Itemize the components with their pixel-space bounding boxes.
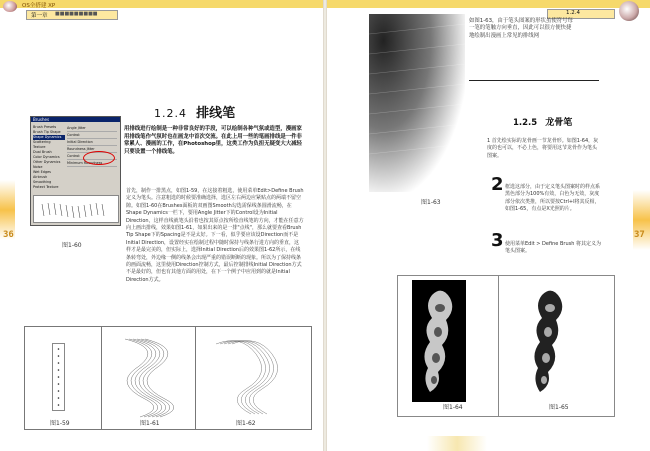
dialog-title: Brushes [31,117,120,122]
caption-fig-1-59: 图1-59 [50,420,70,427]
dialog-option: Shape Dynamics [33,135,65,140]
dialog-option: Airbrush [33,175,48,179]
chapter-sub: ■■■■■■■■■ [55,11,98,17]
intro-paragraph: 用排线进行绘制是一种非常良好的手段，可以绘制各种气氛或造型，漫画家用排线笔作气氛时也在画龙中首次交流。在此上用一些的笔画排线是一件非常累人、漫画的工作，在Photoshop里，这类工作为负担无疑变大大减轻 只要设置一个排线笔。 [124,126,308,155]
dialog-option-list [33,125,65,190]
right-header-logo-icon [619,1,639,21]
dialog-field: Minimum Roundness [67,160,117,167]
right-bottom-strip [427,436,487,451]
dialog-option: Brush Presets [33,125,57,129]
figure-row [24,326,312,430]
dialog-option: Texture [33,145,46,149]
hatch-net-image [369,14,465,192]
page-number: 36 [3,230,14,240]
caption-fig-1-61: 图1-61 [140,420,160,427]
chapter-tab [26,10,118,20]
step-2-text: 框选这部分，由于定义笔头图案时的样点系黑色部分为100%有效，白色为无效，灰度部分依次类推，所以要按Ctrl+I将其反相，如图1-65，有点是X光照的片。 [505,184,601,213]
right-page-number: 37 [634,230,645,240]
right-page [327,0,650,451]
hatch-stroke-preview [34,196,118,222]
chapter-tag: 第一章 [31,13,48,19]
bone-inverted-image [514,280,584,402]
right-section-tag: 1.2.4 [566,10,580,16]
right-section-heading [513,110,572,129]
dialog-option: Wet Edges [33,170,51,174]
dialog-option: Noise [33,165,43,169]
hatch-net-figure [369,14,465,192]
hatch-zigzag-figure [105,329,195,419]
figure-divider-2 [195,327,196,429]
dialog-field: Angle Jitter [67,125,117,132]
brushes-dialog-screenshot [30,116,121,226]
dot-strip-figure [52,343,65,411]
right-side-strip [633,190,650,250]
dialog-option: Color Dynamics [33,155,60,159]
step-2-number: 2 [491,174,504,195]
dialog-option: Protect Texture [33,185,59,189]
caption-fig-1-64: 图1-64 [443,404,463,411]
header-logo-icon [3,1,17,12]
header-title: OS全搭建 XP [22,3,56,9]
caption-fig-1-62: 图1-62 [236,420,256,427]
dialog-option: Brush Tip Shape [33,130,61,134]
caption-fig-1-60: 图1-60 [62,242,82,249]
selection-ellipse [83,151,115,165]
dialog-option: Scattering [33,140,51,144]
bone-xray-figure [412,280,466,402]
top-paragraph: 如图1-63，由于笔头图案的形状虽使符号每一笔的笔触方向垂直，因此可以很方便快捷地绘制出漫画上常见的排线网 [469,18,573,39]
figure-divider-1 [101,327,102,429]
bone-figure-divider [498,276,499,416]
bone-xray-image [412,280,466,402]
section-number: 1.2.4 [154,107,187,120]
dialog-preview-strip [33,195,119,223]
dot-column [53,344,64,410]
dialog-option: Dual Brush [33,150,52,154]
dialog-option: Smoothing [33,180,52,184]
step-3-text: 使用菜单Edit > Define Brush 将其定义为笔头图案。 [505,241,601,255]
dialog-field: Control: [67,153,117,160]
section-heading [154,102,235,121]
right-section-number: 1.2.5 [513,118,538,128]
step-1-text: 1 首先绘实际的龙骨画一节龙骨形。如图1-64，灰度的也可以，不必上色，将要用这节龙骨作为笔头图案。 [487,138,599,159]
bone-inverted-figure [514,280,584,402]
left-page [0,0,323,451]
hatch-curve-figure [201,329,301,419]
caption-fig-1-65: 图1-65 [549,404,569,411]
section-divider [469,80,599,81]
section-title: 排线笔 [196,106,236,121]
caption-fig-1-63: 图1-63 [421,199,441,206]
dialog-option: Other Dynamics [33,160,61,164]
bone-figure-row [397,275,615,417]
body-paragraph: 首先，制作一排黑点，如图1-59，在这接着粗选，使用菜单Edit>Define Brush定义为笔头。注意粗选的时候要准确选择，选区左右两边应紧贴点的两端不留空隙。如图1-60在Brushes面板的双画图Smooth勾选需保线条圆滑流畅，在Shape Dynamics一栏下，要用Angle Jitter下的Control设为Initial Direction，这样直线就笔头沿着也按其原点按所绘直线笔的方向，才能在任意方向上画出排线，效果如图1-61，如果出来的是一排"点线"，那么就要查看Brush Tip Shape下的Spacing是不是太好。下一看，似乎要应该设Direction而不是Initial Direction，设置经实在绘制过程中随时保持与线条行进方向的垂直，这样才是最完美的，但实际上，选择Initial Direction后的效果图1-62所示，在线条转弯处，外边缘一侧的线条会出现严重的错误断断的现象。所以为了保持线条的画面流畅，这里使用Direction控制方式，最后控制排线Initial Direction方式不是最好的，但也有其他方面的用处，在下一个例子中应用到的就是Initial Direction方式。 [126,188,304,283]
dialog-field: Control: [67,132,117,139]
step-3-number: 3 [491,230,504,251]
right-header-bar [327,0,650,8]
right-section-title: 龙骨笔 [545,118,573,128]
dialog-field: Initial Direction [67,139,117,146]
dialog-field: Roundness Jitter [67,146,117,153]
